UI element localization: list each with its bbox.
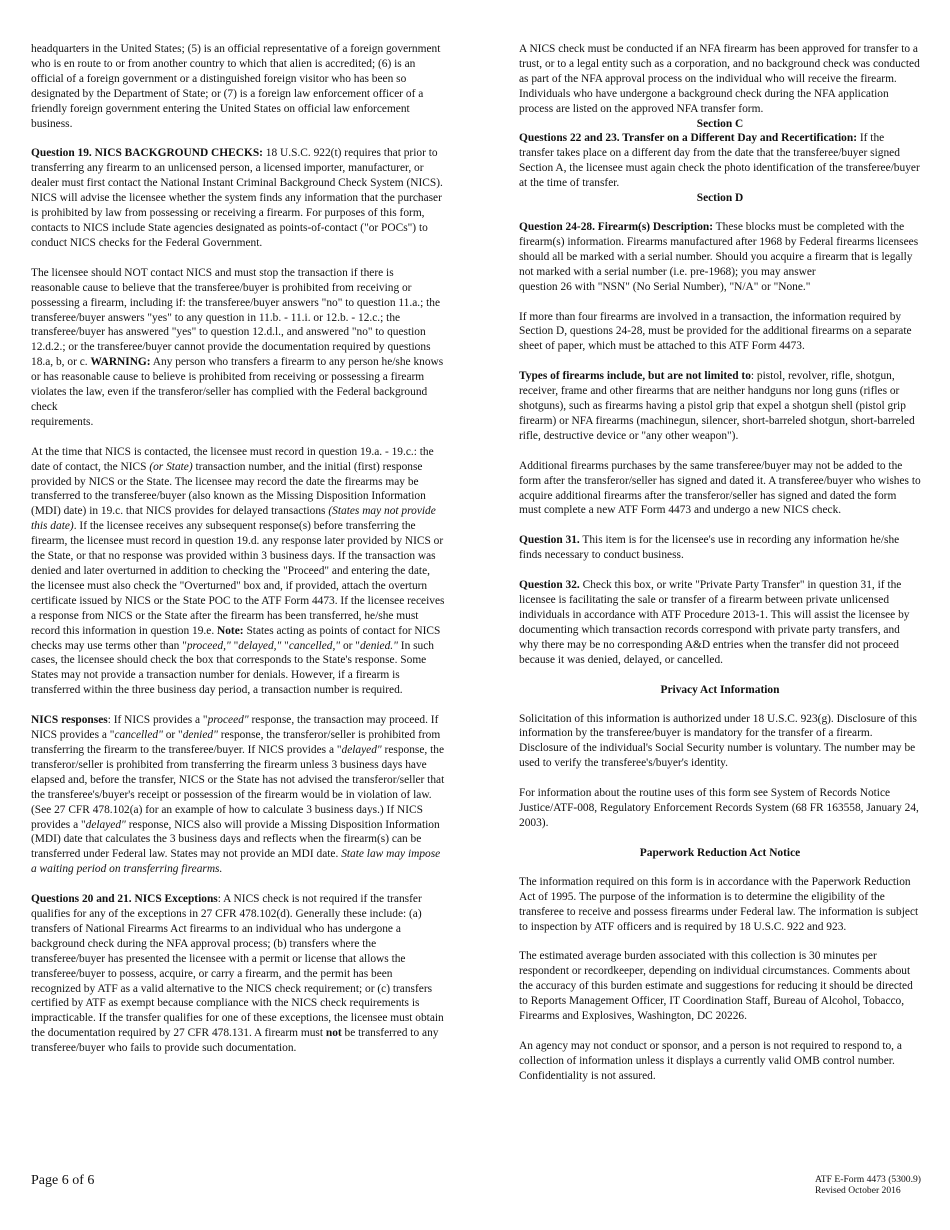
paragraph-do-not-contact-nics: The licensee should NOT contact NICS and must stop the transaction if there is reasonable cause to believe that the transferee/buyer is prohibited from receiving or possessing a firearm, including if: the transferee/buyer answers "no" to question 11.a.; the transferee/buyer answers "yes" to any question in 11.b. - 11.i. or 12.b. - 12.c.; the transferee/buyer has answered "yes" to question 12.d.l., and answered "no" to question 12.d.2.; or the transferee/buyer cannot provide the documentation required by questions 18.a, b, or c. WARNING: Any person who transfers a firearm to any person he/she knows or has reasonable cause to believe is prohibited from receiving or possessing a firearm violates the law, even if the transferor/seller has complied with the Federal background check: [31, 266, 444, 413]
paragraph-question-32: Question 32. Check this box, or write "Private Party Transfer" in question 31, if the licensee is facilitating the sale or transfer of a firearm between private unlicensed individuals in accordance with ATF Procedure 2013-1. This will assist the licensee by documenting which transaction records correspond with private party transfers, and why there may be no corresponding A&D entries when the transfer did not proceed because it was denied, delayed, or cancelled.: [519, 579, 910, 666]
paragraph-questions-24-28: Question 24-28. Firearm(s) Description: These blocks must be completed with the firearm(s) information. Firearms manufactured after 1968 by Federal firearms licensees should all be marked with a serial number. Should you acquire a firearm that is legally not marked with a serial number (i.e. pre-1968); you may answer: [519, 220, 919, 278]
note-label: Note:: [217, 624, 244, 637]
form-number: ATF E-Form 4473 (5300.9): [814, 1174, 921, 1185]
paragraph-question-26-answer: question 26 with "NSN" (No Serial Number), "N/A" or "None.": [519, 280, 811, 293]
paragraph-paperwork-purpose: The information required on this form is in accordance with the Paperwork Reduction Act of 1995. The purpose of the information is to determine the eligibility of the transferee to receive and possess firearms under Federal law. The information is subject to inspection by ATF officers and is required by 18 U.S.C. 922 and 923.: [519, 875, 919, 933]
paragraph-nics-contact-record: At the time that NICS is contacted, the licensee must record in question 19.a. - 19.c.: the date of contact, the NICS (or State) transaction number, and the initial (first) response provided by NICS or the State. The licensee may record the date the firearms may be transferred to the transferee/buyer (also known as the Missing Disposition Information (MDI) date) in 19.c. that NICS provides for delayed transactions (States may not provide this date). If the licensee receives any subsequent response(s) before transferring the firearm, the licensee must record in question 19.d. any response later provided by NICS or the State, or that no response was provided within 3 business days. If the transaction was denied and later overturned in addition to checking the "Proceed" and entering the date, the licensee must also check the "Overturned" box and, if provided, attach the overturn certificate issued by NICS or the State POC to the ATF Form 4473. If the licensee receives a response from NICS or the State after the firearm has been transferred, he/she must record this information in question 19.e. Note: States acting as points of contact for NICS checks may use terms other than "proceed," "delayed," "cancelled," or "denied." In such cases, the licensee should check the box that corresponds to the State's response. Some States may not provide a transaction number for denials. However, if a firearm is transferred within the three business day period, a transaction number is required.: [31, 445, 445, 697]
paragraph-nics-responses: NICS responses: If NICS provides a "proceed" response, the transaction may proceed. If NICS provides a "cancelled" or "denied" response, the transferor/seller is prohibited from transferring the firearm to the transferee/buyer. If NICS provides a "delayed" response, the transferor/seller is prohibited from transferring the firearm unless 3 business days have elapsed and, before the transfer, NICS or the State has not advised the transferor/seller that the transferee's/buyer's receipt or possession of the firearm would be in violation of law. (See 27 CFR 478.102(a) for an example of how to calculate 3 business days.) If NICS provides a "delayed" response, NICS also will provide a Missing Disposition Information (MDI) date that calculates the 3 business days and reflects when the firearm(s) can be transferred under Federal law. States may not provide an MDI date. State law may impose a waiting period on transferring firearms.: [31, 714, 445, 876]
paragraph-requirements: requirements.: [31, 415, 94, 428]
revision-date: Revised October 2016: [814, 1185, 901, 1196]
paragraph-privacy-routine-uses: For information about the routine uses of this form see System of Records Notice Justice/ATF-008, Regulatory Enforcement Records System (68 FR 163558, January 24, 2003).: [519, 787, 919, 829]
paragraph-paperwork-omb: An agency may not conduct or sponsor, and a person is not required to respond to, a collection of information unless it displays a currently valid OMB control number. Confidentiality is not assured.: [519, 1039, 902, 1082]
paragraph-nics-exceptions: Questions 20 and 21. NICS Exceptions: A NICS check is not required if the transfer qualifies for any of the exceptions in 27 CFR 478.102(d). Generally these include: (a) transfers of National Firearms Act firearms to an individual who has undergone a background check during the NFA approval process; (b) transfers where the transferee/buyer has presented the licensee with a permit or license that allows the transferee/buyer to possess, acquire, or carry a firearm, and the permit has been recognized by ATF as a valid alternative to the NICS check requirement; or (c) transfers certified by ATF as exempt because compliance with the NICS check requirements is impracticable. If the transfer qualifies for one of these exceptions, the licensee must obtain the documentation required by 27 CFR 478.131. A firearm must not be transferred to any transferee/buyer who fails to provide such documentation.: [31, 893, 444, 1055]
paragraph-additional-purchases: Additional firearms purchases by the same transferee/buyer may not be added to the form after the transferor/seller has signed and dated it. A transferee/buyer who wishes to acquire additional firearms after the transferor/seller has signed and dated the form must complete a new ATF Form 4473 and undergo a new NICS check.: [519, 459, 921, 517]
paragraph-questions-22-23: Questions 22 and 23. Transfer on a Different Day and Recertification: If the transfer takes place on a different day from the date that the transferee/buyer signed Section A, the licensee must again check the photo identification of the transferee/buyer at the time of transfer.: [519, 132, 920, 190]
heading-question-32: Question 32.: [519, 579, 580, 592]
heading-paperwork-reduction: Paperwork Reduction Act Notice: [639, 846, 801, 859]
heading-section-c: Section C: [696, 117, 744, 130]
heading-question-19: Question 19. NICS BACKGROUND CHECKS:: [31, 147, 263, 160]
paragraph-question-31: Question 31. This item is for the licensee's use in recording any information he/she finds necessary to conduct business.: [519, 534, 900, 562]
paragraph-types-of-firearms: Types of firearms include, but are not limited to: pistol, revolver, rifle, shotgun, receiver, frame and other firearms that are neither handguns nor long guns (rifles or shotguns), such as firearms having a pistol grip that expel a shotgun shell (pistol grip firearm) or NFA firearms (machinegun, silencer, short-barreled shotgun, short-barreled rifle, destructive device or "any other weapon").: [519, 370, 915, 442]
heading-questions-24-28: Question 24-28. Firearm(s) Description:: [519, 220, 714, 233]
form-identifier: [815, 1174, 921, 1196]
heading-question-31: Question 31.: [519, 534, 580, 547]
heading-nics-responses: NICS responses: [31, 714, 108, 727]
paragraph-privacy-solicitation: Solicitation of this information is authorized under 18 U.S.C. 923(g). Disclosure of this information by the transferee/buyer is mandatory for the transfer of a firearm. Disclosure of the individual's Social Security number is voluntary. The number may be used to verify the transferee's/buyer's identity.: [519, 712, 917, 770]
paragraph-nfa-check: A NICS check must be conducted if an NFA firearm has been approved for transfer to a trust, or to a legal entity such as a corporation, and no background check was conducted as part of the NFA approval process on the individual who will receive the firearm. Individuals who have undergone a background check during the NFA application process are listed on the approved NFA transfer form.: [519, 43, 920, 115]
warning-label: WARNING:: [90, 356, 151, 369]
heading-questions-20-21: Questions 20 and 21. NICS Exceptions: [31, 893, 218, 906]
heading-types-of-firearms: Types of firearms include, but are not limited to: [519, 370, 751, 383]
paragraph-paperwork-burden: The estimated average burden associated with this collection is 30 minutes per respondent or recordkeeper, depending on individual circumstances. Comments about the accuracy of this burden estimate and suggestions for reducing it should be directed to Reports Management Officer, IT Coordination Staff, Bureau of Alcohol, Tobacco, Firearms and Explosives, Washington, DC 20226.: [519, 950, 913, 1023]
heading-questions-22-23: Questions 22 and 23. Transfer on a Different Day and Recertification:: [519, 132, 858, 145]
paragraph-question-19: Question 19. NICS BACKGROUND CHECKS: 18 U.S.C. 922(t) requires that prior to transferring any firearm to an unlicensed person, a licensed importer, manufacturer, or dealer must first contact the National Instant Criminal Background Check System (NICS). NICS will advise the licensee whether the system finds any information that the purchaser is prohibited by law from possessing or receiving a firearm. For purposes of this form, contacts to NICS include State agencies designated as points-of-contact ("or POCs") to conduct NICS checks for the Federal Government.: [31, 147, 443, 249]
right-column: [519, 42, 921, 1099]
page-number: Page 6 of 6: [31, 1173, 95, 1188]
paragraph-exempt-aliens: headquarters in the United States; (5) is an official representative of a foreign government who is en route to or from another country to which that alien is accredited; (6) is an official of a foreign government or a distinguished foreign visitor who has been so designated by the Department of State; or (7) is a foreign law enforcement officer of a friendly foreign government entering the United States on official law enforcement business.: [31, 43, 441, 130]
heading-privacy-act: Privacy Act Information: [660, 683, 780, 696]
paragraph-more-than-four: If more than four firearms are involved in a transaction, the information required by Section D, questions 24-28, must be provided for the additional firearms on a separate sheet of paper, which must be attached to this ATF Form 4473.: [519, 310, 912, 353]
heading-section-d: Section D: [696, 192, 744, 205]
left-column: [31, 42, 445, 1071]
